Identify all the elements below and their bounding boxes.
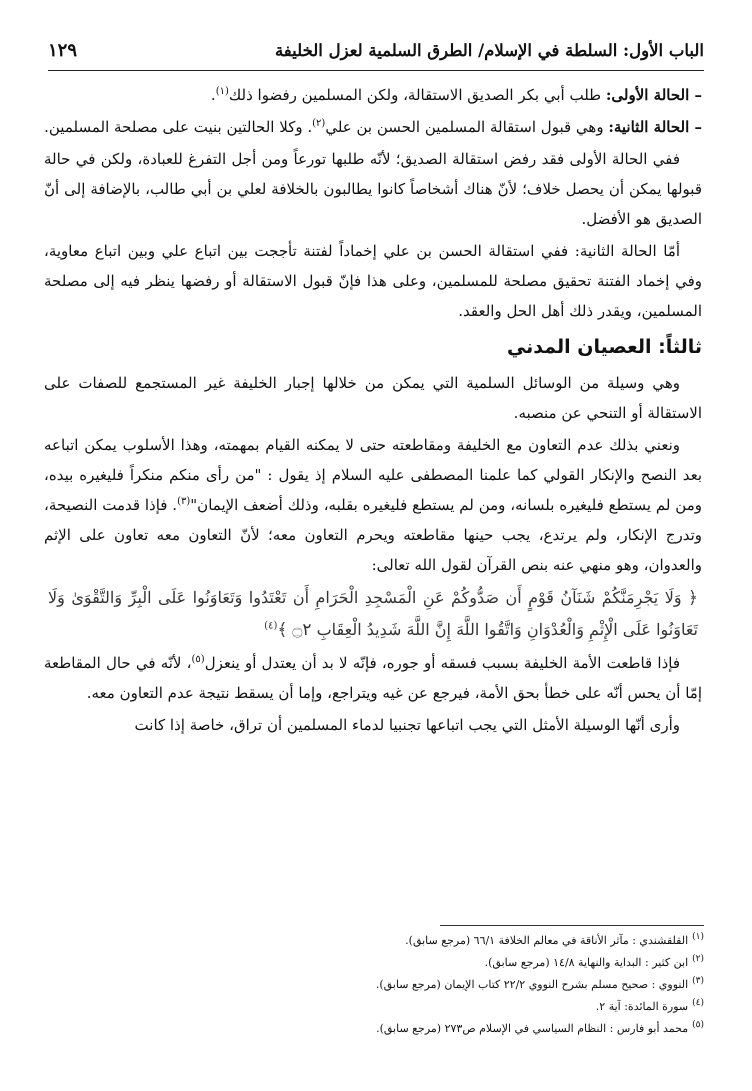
page-body — [44, 80, 702, 742]
verse-close-bracket: ﴾ — [277, 620, 288, 640]
footnote-4 — [110, 996, 704, 1018]
footnote-ref-2[interactable]: (٢) — [312, 118, 326, 129]
footnote-1 — [110, 930, 704, 952]
case-two-tail: . وكلا الحالتين بنيت على مصلحة المسلمين. — [44, 118, 313, 136]
case-one-tail: . — [210, 86, 216, 104]
footnote-separator — [440, 925, 704, 926]
case-one — [44, 80, 702, 110]
quran-verse — [44, 582, 702, 646]
paragraph-boycott-continuation: ، لأنّه في حال المقاطعة إمّا أن يحس أنّه على خطأ بحق الأمة، فيرجع عن غيه ويتراجع، وإما أن يسقط نتيجة عدم التعاون معه. — [44, 654, 702, 702]
footnote-number: (١) — [692, 932, 704, 943]
paragraph-non-cooperation-continuation: . فإذا قدمت النصيحة، وتدرج الإنكار، ولم يرتدع، يجب حينها مقاطعته ويحرم التعاون معه؛ لأنّ التعاون معه تعاون على الإثم والعدوان، وهو منهي عنه بنص القرآن لقول الله تعالى: — [44, 496, 702, 574]
footnote-text: سورة المائدة: آية ٢. — [595, 1000, 689, 1013]
footnote-number: (٥) — [692, 1020, 704, 1031]
footnote-3 — [110, 974, 704, 996]
paragraph-second-case: أمّا الحالة الثانية: ففي استقالة الحسن بن علي إخماداً لفتنة تأججت بين اتباع علي وبين اتباع معاوية، وفي إخماد الفتنة تحقيق مصلحة للمسلمين، وعلى هذا فإنّ قبول الاستقالة أو رفضها ينظر فيه إلى مصلحة المسلمين، ويقدر ذلك أهل الحل والعقد. — [44, 242, 702, 320]
paragraph-non-cooperation-text: ونعني بذلك عدم التعاون مع الخليفة ومقاطعته حتى لا يمكنه القيام بمهمته، وهذا الأسلوب يمكن اتباعه بعد النصح والإنكار القولي كما علمنا المصطفى عليه السلام إذ يقول : "من رأى منكم منكراً فليغيره بيده، ومن لم يستطع فليغيره بلسانه، ومن لم يستطع فليغيره بقلبه، وذلك أضعف الإيمان" — [44, 436, 702, 514]
verse-open-bracket: ﴿ — [688, 588, 698, 608]
footnote-text: النووي : صحيح مسلم بشرح النووي ٢٢/٢ كتاب الإيمان (مرجع سابق). — [375, 978, 689, 991]
verse-text: وَلَا يَجْرِمَنَّكُمْ شَنَآنُ قَوْمٍ أَن صَدُّوكُمْ عَنِ الْمَسْجِدِ الْحَرَامِ أَن تَعْتَدُوا وَتَعَاوَنُوا عَلَى الْبِرِّ وَالتَّقْوَىٰ وَلَا تَعَاوَنُوا عَلَى الْإِثْمِ وَالْعُدْوَانِ وَاتَّقُوا اللَّهَ إِنَّ اللَّهَ شَدِيدُ الْعِقَابِ — [48, 588, 698, 639]
footnote-text: ابن كثير : البداية والنهاية ١٤/٨ (مرجع سابق). — [484, 956, 689, 969]
case-two-label: – الحالة الثانية: — [608, 118, 702, 136]
case-two — [44, 112, 702, 142]
paragraph-definition: وهي وسيلة من الوسائل السلمية التي يمكن من خلالها إجبار الخليفة غير المستجمع للصفات على الاستقالة أو التنحي عن منصبه. — [44, 374, 702, 422]
running-title: الباب الأول: السلطة في الإسلام/ الطرق السلمية لعزل الخليفة — [274, 40, 704, 60]
footnote-ref-4[interactable]: (٤) — [264, 620, 278, 632]
ayah-number-icon: ۝٢ — [292, 620, 312, 640]
footnote-number: (٢) — [692, 954, 704, 965]
footnote-text: القلقشندي : مآثر الأناقة في معالم الخلافة ٦٦/١ (مرجع سابق). — [405, 934, 689, 947]
footnote-ref-5[interactable]: (٥) — [191, 654, 205, 665]
case-one-label: – الحالة الأولى: — [605, 86, 702, 104]
footnote-text: محمد أبو فارس : النظام السياسي في الإسلام ص٢٧٣ (مرجع سابق). — [376, 1022, 689, 1035]
case-two-text: وهي قبول استقالة المسلمين الحسن بن علي — [325, 118, 609, 136]
paragraph-first-case: ففي الحالة الأولى فقد رفض استقالة الصديق؛ لأنّه طلبها تورعاً ومن أجل التفرغ للعبادة، ولكن في حالة قبولها يمكن أن يحصل خلاف؛ لأنّ هناك أشخاصاً كانوا يطالبون بالخلافة لعلي بن أبي طالب، بالإضافة إلى أنّ الصديق هو الأفضل. — [44, 150, 702, 228]
paragraph-opinion: وأرى أنّها الوسيلة الأمثل التي يجب اتباعها تجنبيا لدماء المسلمين أن تراق، خاصة إذا كانت — [134, 716, 680, 734]
footnote-number: (٤) — [692, 998, 704, 1009]
footnotes — [110, 930, 704, 1040]
footnote-2 — [110, 952, 704, 974]
paragraph-non-cooperation — [44, 430, 702, 580]
paragraph-boycott — [44, 648, 702, 708]
footnote-number: (٣) — [692, 976, 704, 987]
footnote-5 — [110, 1018, 704, 1040]
section-heading: ثالثاً: العصيان المدني — [506, 336, 702, 358]
paragraph-boycott-text: فإذا قاطعت الأمة الخليفة بسبب فسقه أو جوره، فإنّه لا بد أن يعتدل أو ينعزل — [204, 654, 680, 672]
case-one-text: طلب أبي بكر الصديق الاستقالة، ولكن المسلمين رفضوا ذلك — [228, 86, 606, 104]
page-number: ١٢٩ — [48, 39, 78, 61]
footnote-ref-1[interactable]: (١) — [215, 86, 229, 97]
page-header — [48, 30, 704, 71]
footnote-ref-3[interactable]: (٣) — [177, 496, 191, 507]
